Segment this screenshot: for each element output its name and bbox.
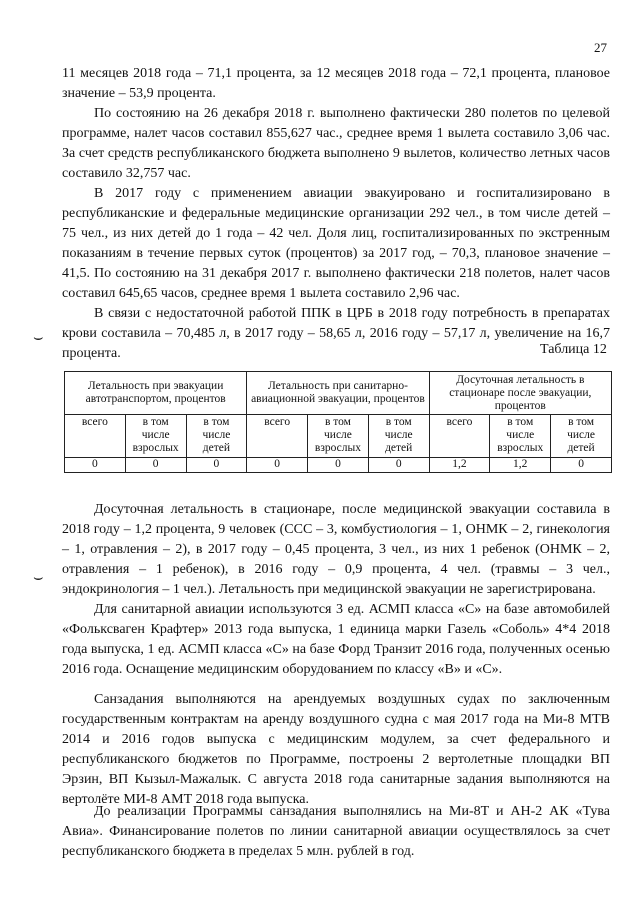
- table-group-header: Летальность при санитарно-авиационной эвакуации, процентов: [247, 372, 429, 415]
- table-cell: 0: [247, 458, 308, 473]
- table-subheader: в том числе взрослых: [125, 415, 186, 458]
- table-subheader: всего: [429, 415, 490, 458]
- margin-check-mark: ⌣: [33, 329, 44, 346]
- table-cell: 0: [551, 458, 612, 473]
- table-label: Таблица 12: [540, 342, 607, 357]
- table-group-header: Летальность при эвакуации автотранспортом, процентов: [65, 372, 247, 415]
- table-cell: 0: [125, 458, 186, 473]
- margin-check-mark: ⌣: [33, 569, 44, 586]
- table-cell: 0: [308, 458, 369, 473]
- paragraph-6: Досуточная летальность в стационаре, после медицинской эвакуации составила в 2018 году – 1,2 процента, 9 человек (ССС – 3, комбустиология – 1, ОНМК – 2, гинекология – 1, отравления – 2), в 2017 году – 0,45 процента, 3 чел., из них 1 ребенок (ОНМК – 2, отравления – 1 ребенок), в 2016 году – 0,9 процента, 4 чел. (травмы – 3 чел., эндокринология – 1 чел.). Летальность при медицинской эвакуации не зарегистрирована.: [62, 502, 610, 597]
- table-subheader: в том числе взрослых: [490, 415, 551, 458]
- table-cell: 1,2: [490, 458, 551, 473]
- mortality-table: [64, 371, 612, 473]
- paragraph-5: В связи с недостаточной работой ППК в ЦРБ в 2018 году потребность в препаратах крови составила – 70,485 л, в 2017 году – 58,65 л, 2016 году – 57,17 л, увеличение на 16,7 процента.: [62, 306, 610, 361]
- table-cell: 0: [186, 458, 247, 473]
- paragraph-3: В 2017 году с применением авиации эвакуировано и госпитализировано в республиканские и федеральные медицинские организации 292 чел., в том числе детей – 75 чел., из них детей до 1 года – 42 чел. Доля лиц, госпитализированных по экстренным показаниям в течение первых суток (процентов) за 2017 год, – 70,3, плановое значение – 41,5.: [62, 186, 610, 281]
- paragraph-7: Для санитарной авиации используются 3 ед. АСМП класса «С» на базе автомобилей «Фольксваген Крафтер» 2013 года выпуска, 1 единица марки Газель «Соболь» 4*4 2018 года выпуска, 1 ед. АСМП класса «С» на базе Форд Транзит 2016 года, полученных осенью 2016 года. Оснащение медицинским оборудованием по классу «В» и «С».: [62, 602, 610, 677]
- page-number: 27: [594, 40, 607, 55]
- table-group-header: Досуточная летальность в стационаре после эвакуации, процентов: [429, 372, 611, 415]
- paragraph-1: 11 месяцев 2018 года – 71,1 процента, за 12 месяцев 2018 года – 72,1 процента, плановое значение – 53,9 процента.: [62, 66, 610, 101]
- paragraph-2: По состоянию на 26 декабря 2018 г. выполнено фактически 280 полетов по целевой программе, налет часов составил 855,627 час., среднее время 1 вылета составило 3,06 час. За счет средств республиканского бюджета выполнено 9 вылетов, количество летных часов составило 32,757 час.: [62, 106, 610, 181]
- table-cell: 1,2: [429, 458, 490, 473]
- table-cell: 0: [65, 458, 126, 473]
- table-subheader: в том числе детей: [551, 415, 612, 458]
- table-subheader: всего: [65, 415, 126, 458]
- table-subheader: в том числе детей: [368, 415, 429, 458]
- table-cell: 0: [368, 458, 429, 473]
- paragraph-8: Санзадания выполняются на арендуемых воздушных судах по заключенным государственным контрактам на аренду воздушного судна с мая 2017 года на Ми-8 МТВ 2014 и 2016 годов выпуска с медицинским модулем, за счет федерального и республиканского бюджетов по Программе, построены 2 вертолетные площадки ВП Эрзин, ВП Кызыл-Мажалык. С августа 2018 года санитарные задания выполняются на вертолёте МИ-8 АМТ 2018 года выпуска.: [62, 692, 610, 807]
- paragraph-9: До реализации Программы санзадания выполнялись на Ми-8Т и АН-2 АК «Тува Авиа». Финансирование полетов по линии санитарной авиации осуществлялось за счет республиканского бюджета в пределах 5 млн. рублей в год.: [62, 804, 610, 859]
- table-subheader: в том числе взрослых: [308, 415, 369, 458]
- table-subheader: всего: [247, 415, 308, 458]
- table-subheader: в том числе детей: [186, 415, 247, 458]
- paragraph-4: По состоянию на 31 декабря 2017 г. выполнено фактически 218 полетов, налет часов составил 645,65 часов, среднее время 1 вылета составило 2,96 час.: [62, 266, 610, 301]
